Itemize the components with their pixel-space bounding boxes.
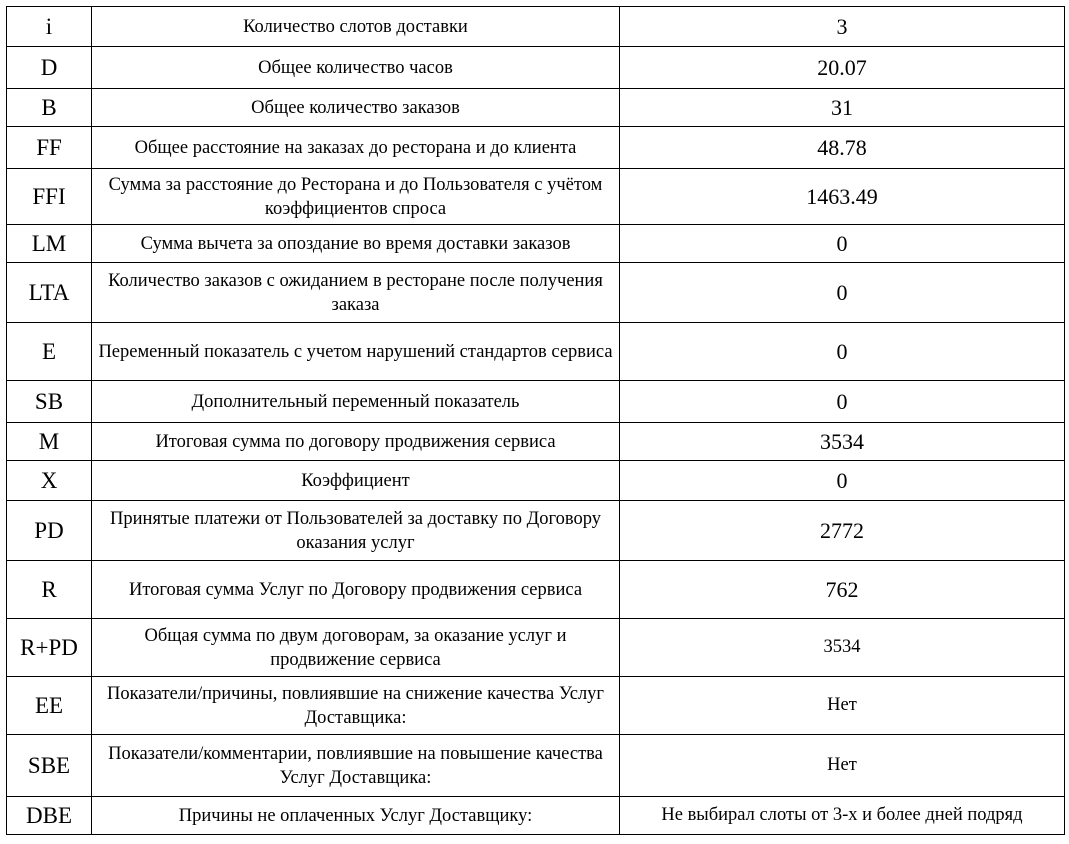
row-code: SBE: [7, 735, 92, 797]
table-row: [7, 461, 1065, 501]
table-row: [7, 127, 1065, 169]
row-code: i: [7, 7, 92, 47]
row-code: FF: [7, 127, 92, 169]
row-value: 1463.49: [620, 169, 1065, 225]
row-code: LM: [7, 225, 92, 263]
table-row: [7, 735, 1065, 797]
row-value: 2772: [620, 501, 1065, 561]
table-row: [7, 263, 1065, 323]
row-value: 0: [620, 381, 1065, 423]
table-row: [7, 169, 1065, 225]
row-description: Общее количество часов: [92, 47, 620, 89]
row-value: 48.78: [620, 127, 1065, 169]
row-code: M: [7, 423, 92, 461]
report-table: [6, 6, 1065, 835]
row-description: Дополнительный переменный показатель: [92, 381, 620, 423]
row-description: Коэффициент: [92, 461, 620, 501]
row-description: Сумма вычета за опоздание во время доставки заказов: [92, 225, 620, 263]
row-description: Принятые платежи от Пользователей за доставку по Договору оказания услуг: [92, 501, 620, 561]
row-description: Общее количество заказов: [92, 89, 620, 127]
row-description: Показатели/комментарии, повлиявшие на повышение качества Услуг Доставщика:: [92, 735, 620, 797]
row-code: B: [7, 89, 92, 127]
table-row: [7, 619, 1065, 677]
table-row: [7, 797, 1065, 835]
row-code: R: [7, 561, 92, 619]
row-code: X: [7, 461, 92, 501]
row-code: E: [7, 323, 92, 381]
row-description: Причины не оплаченных Услуг Доставщику:: [92, 797, 620, 835]
table-row: [7, 47, 1065, 89]
table-row: [7, 323, 1065, 381]
row-value: Не выбирал слоты от 3-х и более дней подряд: [620, 797, 1065, 835]
row-description: Количество слотов доставки: [92, 7, 620, 47]
row-value: 3534: [620, 619, 1065, 677]
row-description: Переменный показатель с учетом нарушений стандартов сервиса: [92, 323, 620, 381]
row-code: DBE: [7, 797, 92, 835]
row-code: EE: [7, 677, 92, 735]
row-code: LTA: [7, 263, 92, 323]
row-value: 0: [620, 323, 1065, 381]
row-code: D: [7, 47, 92, 89]
table-row: [7, 381, 1065, 423]
table-row: [7, 423, 1065, 461]
row-value: 0: [620, 263, 1065, 323]
row-description: Сумма за расстояние до Ресторана и до Пользователя с учётом коэффициентов спроса: [92, 169, 620, 225]
row-value: 31: [620, 89, 1065, 127]
row-code: FFI: [7, 169, 92, 225]
row-description: Общая сумма по двум договорам, за оказание услуг и продвижение сервиса: [92, 619, 620, 677]
row-code: SB: [7, 381, 92, 423]
row-value: 0: [620, 461, 1065, 501]
table-row: [7, 501, 1065, 561]
table-row: [7, 677, 1065, 735]
row-value: 3534: [620, 423, 1065, 461]
table-row: [7, 89, 1065, 127]
row-value: 762: [620, 561, 1065, 619]
row-value: 20.07: [620, 47, 1065, 89]
row-value: 0: [620, 225, 1065, 263]
row-value: Нет: [620, 735, 1065, 797]
table-row: [7, 7, 1065, 47]
row-description: Общее расстояние на заказах до ресторана и до клиента: [92, 127, 620, 169]
row-description: Количество заказов с ожиданием в ресторане после получения заказа: [92, 263, 620, 323]
row-description: Показатели/причины, повлиявшие на снижение качества Услуг Доставщика:: [92, 677, 620, 735]
row-description: Итоговая сумма по договору продвижения сервиса: [92, 423, 620, 461]
row-value: 3: [620, 7, 1065, 47]
table-row: [7, 561, 1065, 619]
row-code: PD: [7, 501, 92, 561]
row-description: Итоговая сумма Услуг по Договору продвижения сервиса: [92, 561, 620, 619]
row-code: R+PD: [7, 619, 92, 677]
row-value: Нет: [620, 677, 1065, 735]
table-row: [7, 225, 1065, 263]
